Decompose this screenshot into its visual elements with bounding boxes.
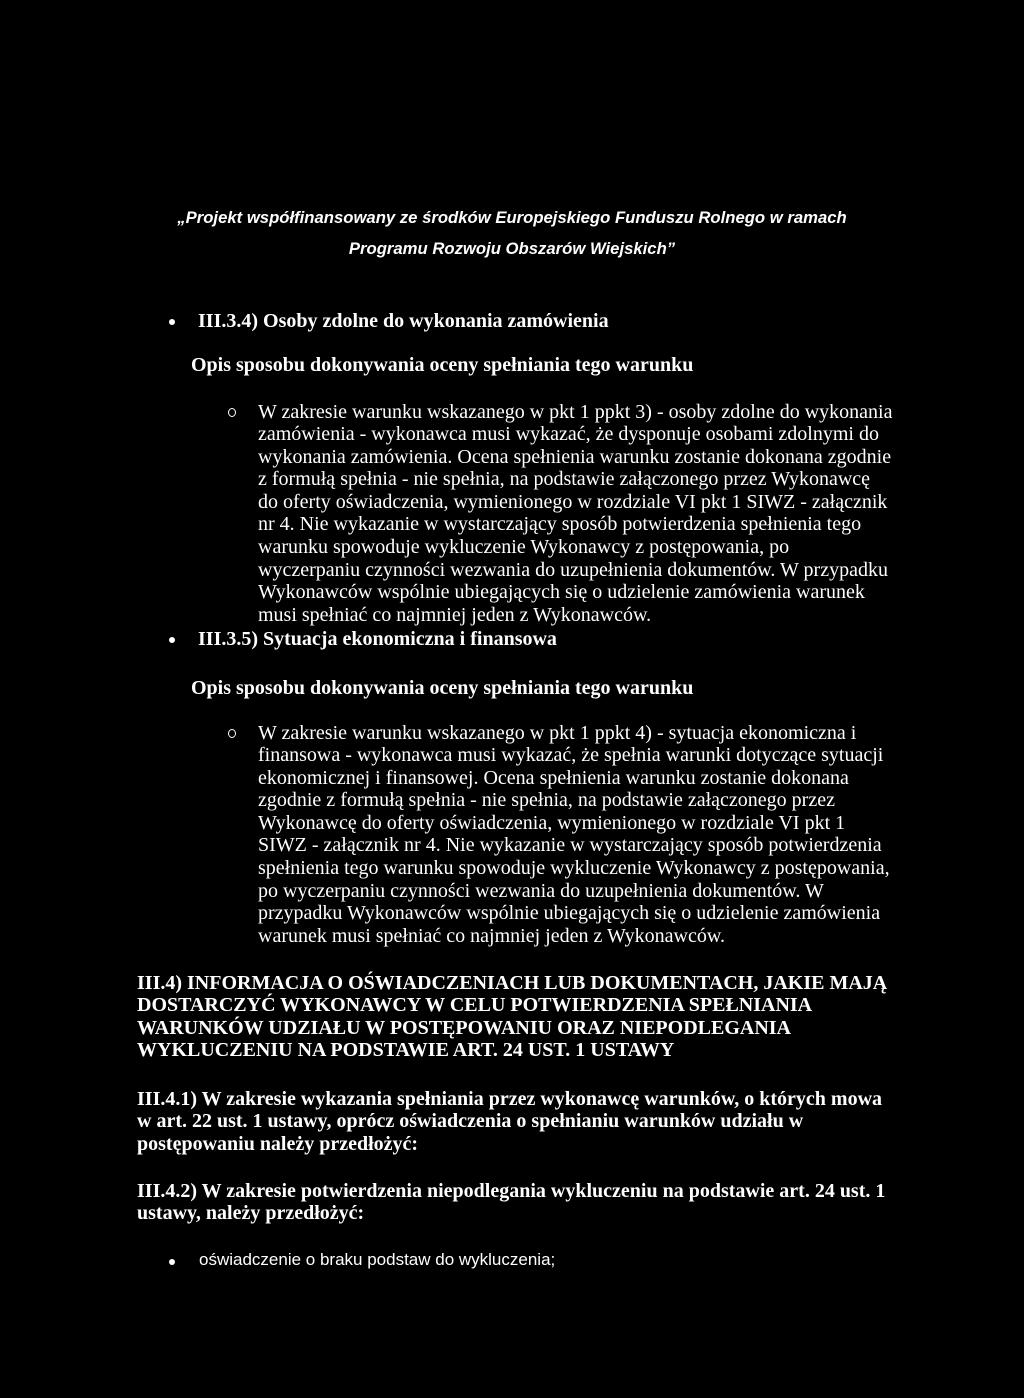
paragraph-line: zamówienia - wykonawca musi wykazać, że dysponuje osobami zdolnymi do bbox=[258, 423, 879, 446]
section-heading bbox=[137, 972, 887, 1062]
bullet-icon bbox=[169, 319, 175, 325]
paragraph-line: wykonania zamówienia. Ocena spełnienia warunku zostanie dokonana zgodnie bbox=[258, 445, 892, 468]
paragraph-line: zgodnie z formułą spełnia - nie spełnia, na podstawie załączonego przez bbox=[258, 789, 835, 812]
sub-bullet-icon bbox=[228, 408, 236, 417]
paragraph-line: nr 4. Nie wykazanie w wystarczający sposób potwierdzenia spełnienia tego bbox=[258, 513, 862, 536]
paragraph-line: finansowa - wykonawca musi wykazać, że spełnia warunki dotyczące sytuacji bbox=[258, 744, 884, 767]
paragraph-line: Wykonawców wspólnie ubiegających się o udzielenie zamówienia warunek bbox=[258, 581, 865, 604]
heading-line: WARUNKÓW UDZIAŁU W POSTĘPOWANIU ORAZ NIEPODLEGANIA bbox=[137, 1016, 791, 1039]
section-title: III.3.4) Osoby zdolne do wykonania zamówienia bbox=[198, 309, 609, 332]
paragraph-line: wyczerpaniu czynności wezwania do uzupełnienia dokumentów. W przypadku bbox=[258, 558, 888, 581]
section-title: III.3.5) Sytuacja ekonomiczna i finansowa bbox=[198, 627, 557, 650]
sub-bullet-icon bbox=[228, 729, 236, 738]
header-line: Programu Rozwoju Obszarów Wiejskich” bbox=[348, 238, 676, 258]
paragraph-line: musi spełniać co najmniej jeden z Wykonawców. bbox=[258, 603, 652, 626]
heading-line: DOSTARCZYĆ WYKONAWCY W CELU POTWIERDZENIA SPEŁNIANIA bbox=[137, 994, 813, 1017]
subsection-line: postępowaniu należy przedłożyć: bbox=[137, 1132, 419, 1155]
section-subtitle: Opis sposobu dokonywania oceny spełniania tego warunku bbox=[191, 353, 694, 376]
paragraph-line: W zakresie warunku wskazanego w pkt 1 ppkt 3) - osoby zdolne do wykonania bbox=[258, 400, 893, 423]
paragraph-line: Wykonawcę do oferty oświadczenia, wymienionego w rozdziale VI pkt 1 bbox=[258, 811, 846, 834]
subsection-4-2 bbox=[137, 1180, 885, 1225]
paragraph-line: przypadku Wykonawców wspólnie ubiegających się o udzielenie zamówienia bbox=[258, 902, 881, 925]
header-line: „Projekt współfinansowany ze środków Europejskiego Funduszu Rolnego w ramach bbox=[177, 207, 847, 227]
subsection-line: III.4.1) W zakresie wykazania spełniania przez wykonawcę warunków, o których mowa bbox=[137, 1087, 883, 1110]
paragraph-line: SIWZ - załącznik nr 4. Nie wykazanie w wystarczający sposób potwierdzenia bbox=[258, 834, 882, 857]
heading-line: WYKLUCZENIU NA PODSTAWIE ART. 24 UST. 1 USTAWY bbox=[137, 1039, 675, 1062]
paragraph-line: warunek musi spełniać co najmniej jeden z Wykonawców. bbox=[258, 924, 725, 947]
paragraph-line: po wyczerpaniu czynności wezwania do uzupełnienia dokumentów. W bbox=[258, 879, 824, 902]
bullet-icon bbox=[169, 637, 175, 643]
paragraph-line: W zakresie warunku wskazanego w pkt 1 ppkt 4) - sytuacja ekonomiczna i bbox=[258, 721, 857, 744]
paragraph-line: do oferty oświadczenia, wymienionego w rozdziale VI pkt 1 SIWZ - załącznik bbox=[258, 490, 888, 513]
project-header bbox=[0, 202, 1024, 264]
paragraph-line: spełnienia tego warunku spowoduje wykluczenie Wykonawcy z postępowania, bbox=[258, 857, 890, 880]
subsection-4-1 bbox=[137, 1088, 882, 1156]
paragraph-line: warunku spowoduje wykluczenie Wykonawcy z postępowania, po bbox=[258, 536, 790, 559]
subsection-line: III.4.2) W zakresie potwierdzenia niepodlegania wykluczeniu na podstawie art. 24 ust. 1 bbox=[137, 1179, 886, 1202]
section-paragraph bbox=[258, 401, 892, 627]
list-item: oświadczenie o braku podstaw do wykluczenia; bbox=[199, 1250, 556, 1269]
heading-line: III.4) INFORMACJA O OŚWIADCZENIACH LUB DOKUMENTACH, JAKIE MAJĄ bbox=[137, 971, 888, 994]
subsection-line: w art. 22 ust. 1 ustawy, oprócz oświadczenia o spełnianiu warunków udziału w bbox=[137, 1110, 804, 1133]
section-paragraph bbox=[258, 722, 890, 948]
paragraph-line: ekonomicznej i finansowej. Ocena spełnienia warunku zostanie dokonana bbox=[258, 766, 849, 789]
subsection-line: ustawy, należy przedłożyć: bbox=[137, 1202, 365, 1225]
bullet-icon bbox=[169, 1259, 175, 1265]
paragraph-line: z formułą spełnia - nie spełnia, na podstawie załączonego przez Wykonawcę bbox=[258, 468, 871, 491]
section-subtitle: Opis sposobu dokonywania oceny spełniania tego warunku bbox=[191, 676, 694, 699]
